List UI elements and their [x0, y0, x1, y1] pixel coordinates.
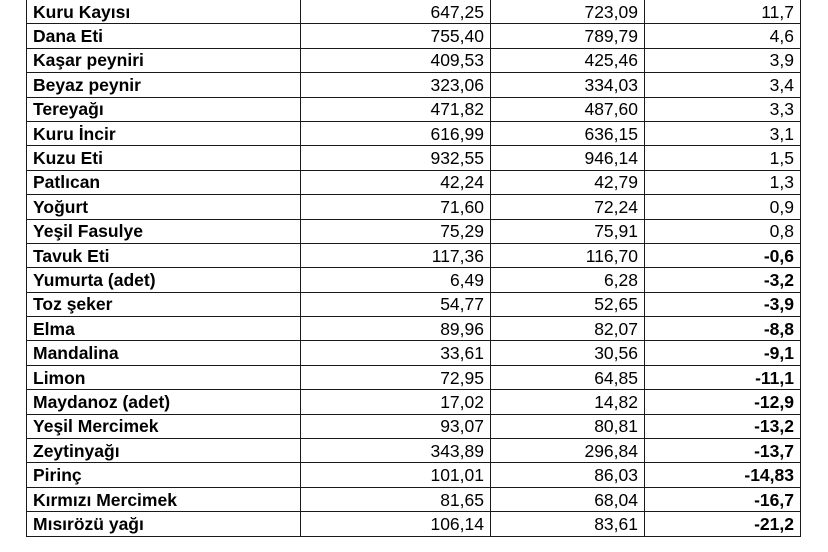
product-name-cell: Tereyağı	[27, 97, 301, 121]
percent-change-cell: -9,1	[645, 341, 801, 365]
table-row	[27, 390, 801, 414]
percent-change-cell: 3,9	[645, 48, 801, 72]
product-name-cell: Mısırözü yağı	[27, 512, 301, 536]
price-value-1-cell: 6,49	[301, 268, 491, 292]
percent-change-cell: -12,9	[645, 390, 801, 414]
table-row	[27, 195, 801, 219]
price-value-1-cell: 616,99	[301, 121, 491, 145]
price-value-1-cell: 932,55	[301, 146, 491, 170]
price-value-2-cell: 334,03	[491, 73, 645, 97]
product-name-cell: Mandalina	[27, 341, 301, 365]
price-value-1-cell: 89,96	[301, 317, 491, 341]
price-value-1-cell: 81,65	[301, 487, 491, 511]
percent-change-cell: 0,8	[645, 219, 801, 243]
product-name-cell: Kuru Kayısı	[27, 0, 301, 24]
percent-change-cell: -8,8	[645, 317, 801, 341]
table-row	[27, 146, 801, 170]
price-value-2-cell: 30,56	[491, 341, 645, 365]
table-row	[27, 97, 801, 121]
percent-change-cell: -13,7	[645, 439, 801, 463]
percent-change-cell: 4,6	[645, 24, 801, 48]
price-value-1-cell: 93,07	[301, 414, 491, 438]
price-value-1-cell: 71,60	[301, 195, 491, 219]
price-value-1-cell: 343,89	[301, 439, 491, 463]
price-value-1-cell: 117,36	[301, 243, 491, 267]
product-name-cell: Maydanoz (adet)	[27, 390, 301, 414]
percent-change-cell: -14,83	[645, 463, 801, 487]
percent-change-cell: -13,2	[645, 414, 801, 438]
table-row	[27, 463, 801, 487]
product-name-cell: Kaşar peyniri	[27, 48, 301, 72]
table-row	[27, 24, 801, 48]
price-value-2-cell: 82,07	[491, 317, 645, 341]
percent-change-cell: 11,7	[645, 0, 801, 24]
table-row	[27, 268, 801, 292]
table-row	[27, 219, 801, 243]
product-name-cell: Elma	[27, 317, 301, 341]
table-row	[27, 73, 801, 97]
price-change-table	[26, 0, 801, 537]
percent-change-cell: -3,2	[645, 268, 801, 292]
price-value-2-cell: 116,70	[491, 243, 645, 267]
table-row	[27, 121, 801, 145]
product-name-cell: Patlıcan	[27, 170, 301, 194]
price-value-2-cell: 723,09	[491, 0, 645, 24]
table-row	[27, 512, 801, 536]
table-row	[27, 341, 801, 365]
price-value-2-cell: 80,81	[491, 414, 645, 438]
percent-change-cell: -21,2	[645, 512, 801, 536]
price-value-2-cell: 6,28	[491, 268, 645, 292]
price-value-1-cell: 54,77	[301, 292, 491, 316]
product-name-cell: Yeşil Fasulye	[27, 219, 301, 243]
price-value-1-cell: 42,24	[301, 170, 491, 194]
percent-change-cell: -16,7	[645, 487, 801, 511]
price-value-2-cell: 64,85	[491, 365, 645, 389]
price-value-2-cell: 14,82	[491, 390, 645, 414]
product-name-cell: Kuzu Eti	[27, 146, 301, 170]
table-row	[27, 414, 801, 438]
price-value-2-cell: 425,46	[491, 48, 645, 72]
price-value-1-cell: 323,06	[301, 73, 491, 97]
price-value-1-cell: 101,01	[301, 463, 491, 487]
product-name-cell: Yumurta (adet)	[27, 268, 301, 292]
table-row	[27, 292, 801, 316]
price-value-2-cell: 52,65	[491, 292, 645, 316]
table-row	[27, 439, 801, 463]
price-value-1-cell: 647,25	[301, 0, 491, 24]
price-value-1-cell: 75,29	[301, 219, 491, 243]
product-name-cell: Beyaz peynir	[27, 73, 301, 97]
product-name-cell: Yoğurt	[27, 195, 301, 219]
product-name-cell: Tavuk Eti	[27, 243, 301, 267]
percent-change-cell: 1,5	[645, 146, 801, 170]
price-value-2-cell: 75,91	[491, 219, 645, 243]
price-value-1-cell: 17,02	[301, 390, 491, 414]
price-value-2-cell: 83,61	[491, 512, 645, 536]
table-row	[27, 487, 801, 511]
percent-change-cell: 3,1	[645, 121, 801, 145]
price-value-1-cell: 106,14	[301, 512, 491, 536]
product-name-cell: Kırmızı Mercimek	[27, 487, 301, 511]
price-value-2-cell: 487,60	[491, 97, 645, 121]
price-value-1-cell: 409,53	[301, 48, 491, 72]
table-row	[27, 243, 801, 267]
price-value-2-cell: 68,04	[491, 487, 645, 511]
product-name-cell: Dana Eti	[27, 24, 301, 48]
product-name-cell: Toz şeker	[27, 292, 301, 316]
product-name-cell: Yeşil Mercimek	[27, 414, 301, 438]
price-value-1-cell: 72,95	[301, 365, 491, 389]
percent-change-cell: -0,6	[645, 243, 801, 267]
product-name-cell: Zeytinyağı	[27, 439, 301, 463]
price-value-2-cell: 42,79	[491, 170, 645, 194]
price-value-2-cell: 636,15	[491, 121, 645, 145]
table-row	[27, 170, 801, 194]
price-value-2-cell: 296,84	[491, 439, 645, 463]
price-value-2-cell: 946,14	[491, 146, 645, 170]
percent-change-cell: 3,4	[645, 73, 801, 97]
price-table-body	[27, 0, 801, 536]
price-value-2-cell: 72,24	[491, 195, 645, 219]
table-row	[27, 48, 801, 72]
product-name-cell: Pirinç	[27, 463, 301, 487]
price-value-1-cell: 33,61	[301, 341, 491, 365]
price-value-2-cell: 789,79	[491, 24, 645, 48]
product-name-cell: Kuru İncir	[27, 121, 301, 145]
table-row	[27, 365, 801, 389]
percent-change-cell: 0,9	[645, 195, 801, 219]
percent-change-cell: 3,3	[645, 97, 801, 121]
price-value-1-cell: 471,82	[301, 97, 491, 121]
table-row	[27, 0, 801, 24]
table-row	[27, 317, 801, 341]
price-value-1-cell: 755,40	[301, 24, 491, 48]
price-value-2-cell: 86,03	[491, 463, 645, 487]
percent-change-cell: 1,3	[645, 170, 801, 194]
percent-change-cell: -3,9	[645, 292, 801, 316]
percent-change-cell: -11,1	[645, 365, 801, 389]
product-name-cell: Limon	[27, 365, 301, 389]
